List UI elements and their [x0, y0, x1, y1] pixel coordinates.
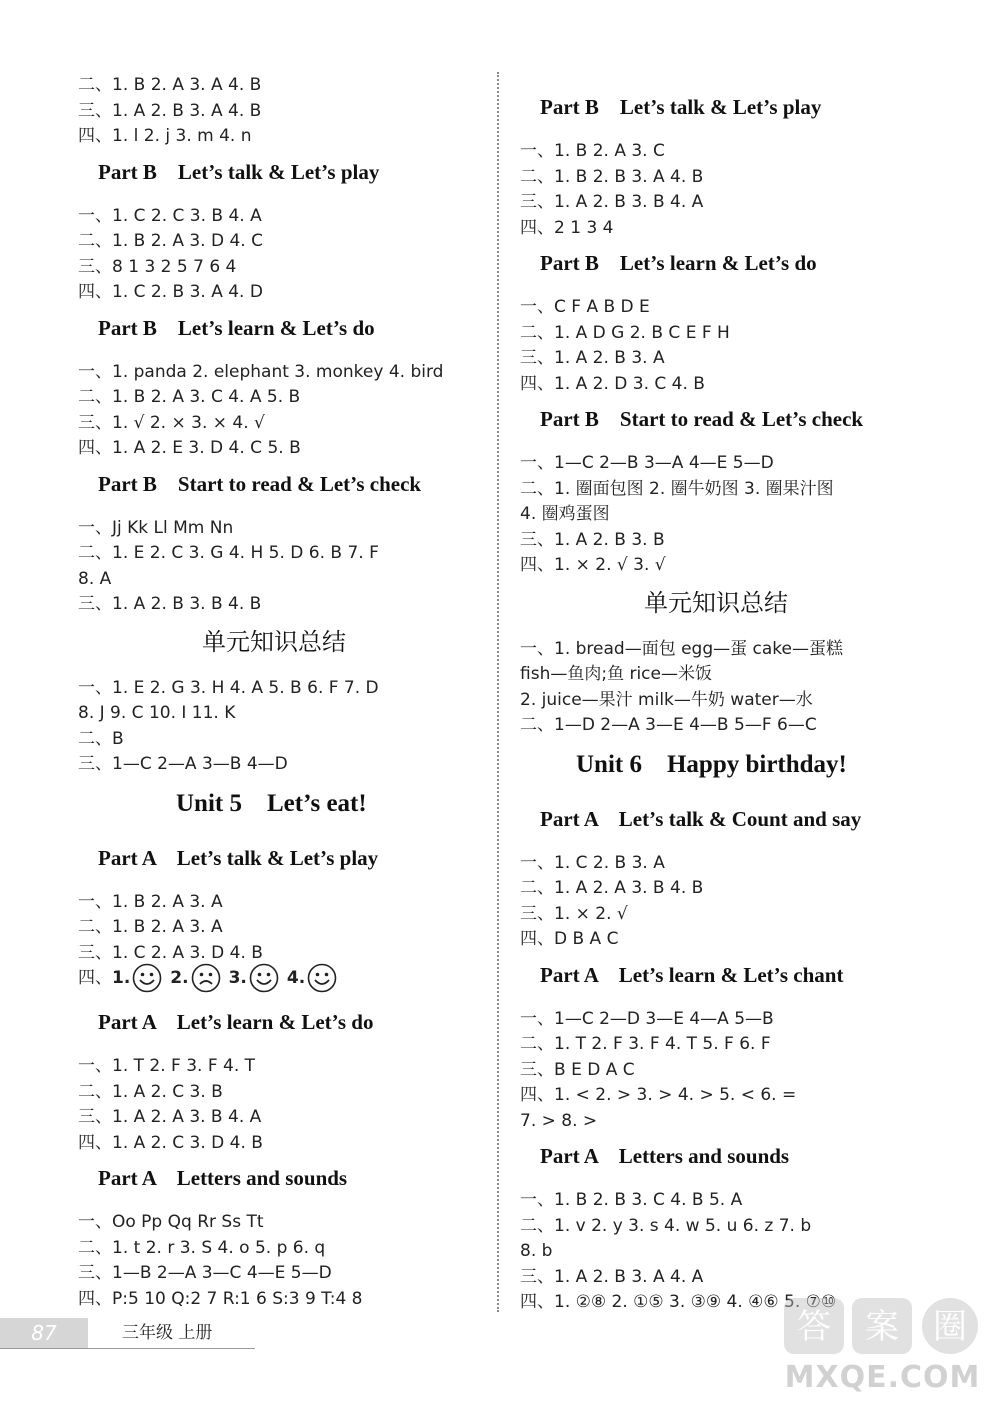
watermark-site: MXQE.COM [784, 1360, 981, 1395]
answer-line: 四、1. < 2. > 3. > 4. > 5. < 6. = [520, 1085, 797, 1105]
answer-line: 8. A [78, 568, 112, 589]
sad-face-icon [191, 963, 221, 993]
answer-line: 二、1. t 2. r 3. S 4. o 5. p 6. q [78, 1237, 326, 1258]
answer-prefix: 四、 [78, 968, 112, 988]
smiley-face-icon [132, 963, 162, 993]
section-heading: Part A Letters and sounds [98, 1166, 348, 1190]
section-heading: Part A Let’s talk & Let’s play [98, 845, 379, 870]
answer-line: 三、1. C 2. A 3. D 4. B [78, 942, 263, 963]
answer-line: 三、B E D A C [520, 1059, 635, 1080]
answer-line: 二、1. B 2. A 3. C 4. A 5. B [78, 387, 301, 407]
answer-line: 二、1. B 2. A 3. D 4. C [78, 231, 263, 251]
page-number: 87 [0, 1318, 88, 1348]
answer-line: 一、1. E 2. G 3. H 4. A 5. B 6. F 7. D [78, 677, 379, 698]
section-heading: Part A Letters and sounds [540, 1144, 790, 1168]
answer-line: 二、1. B 2. A 3. A [78, 917, 223, 937]
section-heading: Part B Let’s learn & Let’s do [540, 251, 817, 275]
unit-title: Unit 6 Happy birthday! [576, 750, 847, 778]
answer-line: 一、1. bread—面包 egg—蛋 cake—蛋糕 [520, 638, 844, 659]
answer-line: 一、1—C 2—D 3—E 4—A 5—B [520, 1008, 774, 1029]
answer-line: 三、1. × 2. √ [520, 903, 628, 924]
answer-line: 一、1. C 2. C 3. B 4. A [78, 205, 262, 226]
answer-line: fish—鱼肉;鱼 rice—米饭 [520, 664, 712, 684]
answer-line: 二、B [78, 728, 124, 749]
answer-line: 三、1. A 2. B 3. A 4. B [78, 100, 262, 121]
answer-line: 三、1—B 2—A 3—C 4—E 5—D [78, 1263, 332, 1283]
section-heading: Part A Let’s learn & Let’s chant [540, 962, 844, 987]
watermark-char-2: 案 [865, 1307, 899, 1347]
answer-line: 一、1. T 2. F 3. F 4. T [78, 1056, 256, 1076]
answer-line: 一、C F A B D E [520, 297, 650, 317]
answer-line: 二、1—D 2—A 3—E 4—B 5—F 6—C [520, 715, 817, 735]
answer-line: 四、1. × 2. √ 3. √ [520, 555, 666, 575]
answer-line: 二、1. A 2. C 3. B [78, 1081, 223, 1102]
answer-line: 四、D B A C [520, 929, 619, 949]
answer-line: 4. 圈鸡蛋图 [520, 504, 610, 524]
answer-line: 2. juice—果汁 milk—牛奶 water—水 [520, 689, 813, 710]
summary-title: 单元知识总结 [202, 627, 346, 656]
answer-line-faces [78, 963, 345, 993]
answer-line: 三、8 1 3 2 5 7 6 4 [78, 256, 237, 277]
answer-line: 三、1. A 2. B 3. B 4. B [78, 594, 262, 614]
answer-line: 三、1. √ 2. × 3. × 4. √ [78, 412, 265, 433]
answer-line: 一、Jj Kk Ll Mm Nn [78, 517, 234, 538]
answer-line: 二、1. E 2. C 3. G 4. H 5. D 6. B 7. F [78, 543, 379, 563]
answer-line: 三、1. A 2. B 3. A [520, 348, 665, 368]
answer-line: 二、1. A D G 2. B C E F H [520, 322, 730, 343]
answer-line: 一、1. panda 2. elephant 3. monkey 4. bird [78, 361, 444, 382]
answer-line: 四、1. ②⑧ 2. ①⑤ 3. ③⑨ 4. ④⑥ 5. ⑦⑩ [520, 1292, 837, 1312]
answer-line: 四、1. C 2. B 3. A 4. D [78, 282, 263, 302]
watermark-char-3: 圈 [933, 1307, 967, 1347]
answer-line: 三、1—C 2—A 3—B 4—D [78, 754, 288, 774]
smiley-face-icon [249, 963, 279, 993]
answer-line: 四、1. l 2. j 3. m 4. n [78, 126, 252, 146]
answer-line: 一、1. C 2. B 3. A [520, 852, 665, 873]
answer-line: 二、1. B 2. A 3. A 4. B [78, 75, 262, 95]
section-heading: Part B Start to read & Let’s check [98, 471, 422, 496]
watermark [770, 1290, 995, 1405]
answer-line: 二、1. 圈面包图 2. 圈牛奶图 3. 圈果汁图 [520, 478, 834, 499]
answer-line: 一、1—C 2—B 3—A 4—E 5—D [520, 453, 774, 473]
watermark-logo [782, 1294, 982, 1358]
section-heading: Part B Let’s learn & Let’s do [98, 315, 375, 340]
answer-line: 二、1. v 2. y 3. s 4. w 5. u 6. z 7. b [520, 1215, 812, 1236]
summary-title: 单元知识总结 [644, 588, 788, 617]
answer-line: 7. > 8. > [520, 1110, 598, 1131]
section-heading: Part A Let’s learn & Let’s do [98, 1010, 374, 1034]
answer-line: 三、1. A 2. B 3. B 4. A [520, 192, 704, 212]
answer-line: 8. b [520, 1241, 553, 1261]
answer-line: 二、1. T 2. F 3. F 4. T 5. F 6. F [520, 1034, 771, 1054]
face-label: 3. [228, 968, 247, 988]
column-divider [497, 72, 499, 1312]
answer-line: 二、1. A 2. A 3. B 4. B [520, 878, 704, 898]
answer-line: 三、1. A 2. A 3. B 4. A [78, 1107, 262, 1127]
answer-line: 四、1. A 2. D 3. C 4. B [520, 373, 705, 394]
grade-label: 三年级 上册 [122, 1323, 213, 1343]
section-heading: Part B Start to read & Let’s check [540, 407, 864, 431]
answer-line: 四、1. A 2. C 3. D 4. B [78, 1132, 263, 1153]
face-label: 4. [286, 968, 306, 988]
answer-line: 一、1. B 2. B 3. C 4. B 5. A [520, 1190, 743, 1210]
unit-title: Unit 5 Let’s eat! [176, 789, 367, 817]
answer-line: 三、1. A 2. B 3. B [520, 529, 665, 550]
answer-line: 一、1. B 2. A 3. A [78, 891, 223, 912]
answer-line: 四、P:5 10 Q:2 7 R:1 6 S:3 9 T:4 8 [78, 1288, 363, 1309]
section-heading: Part A Let’s talk & Count and say [540, 806, 862, 831]
section-heading: Part B Let’s talk & Let’s play [540, 95, 822, 119]
smiley-face-icon [307, 963, 337, 993]
answer-line: 二、1. B 2. B 3. A 4. B [520, 166, 704, 187]
answer-line: 一、Oo Pp Qq Rr Ss Tt [78, 1212, 264, 1232]
section-heading: Part B Let’s talk & Let’s play [98, 159, 380, 184]
face-label: 2. [170, 968, 189, 988]
answer-line: 四、1. A 2. E 3. D 4. C 5. B [78, 438, 301, 458]
answer-line: 四、2 1 3 4 [520, 217, 614, 238]
answer-line: 一、1. B 2. A 3. C [520, 141, 665, 161]
page-footer [0, 1318, 255, 1349]
answer-line: 8. J 9. C 10. I 11. K [78, 703, 236, 723]
answer-line: 三、1. A 2. B 3. A 4. A [520, 1266, 704, 1287]
face-label: 1. [112, 968, 131, 988]
watermark-char-1: 答 [797, 1307, 831, 1347]
